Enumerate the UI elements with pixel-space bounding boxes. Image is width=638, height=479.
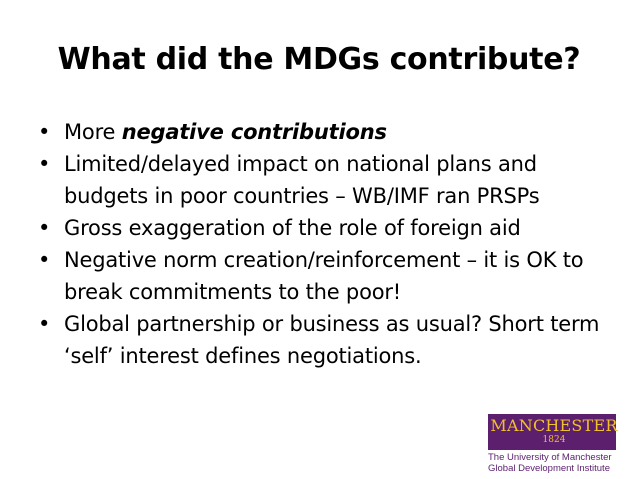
bullet-text: Global partnership or business as usual? Short term ‘self’ interest defines negotiations.	[64, 312, 600, 368]
logo-wordmark: MANCHESTER	[490, 416, 618, 435]
bullet-marker: •	[38, 216, 51, 240]
bullet-marker: •	[38, 152, 51, 176]
bullet-item	[36, 212, 616, 244]
logo-wordmark-box	[488, 414, 616, 450]
bullet-text: Gross exaggeration of the role of foreign aid	[64, 216, 521, 240]
slide-title: What did the MDGs contribute?	[57, 42, 581, 77]
logo-year: 1824	[542, 435, 566, 445]
bullet-marker: •	[38, 312, 51, 336]
bullet-marker: •	[38, 120, 51, 144]
bullet-marker: •	[38, 248, 51, 272]
logo-university-name: The University of Manchester	[488, 452, 612, 463]
bullet-item	[36, 244, 616, 308]
bullet-item	[36, 308, 616, 372]
logo-institute-name: Global Development Institute	[488, 463, 610, 474]
bullet-list	[36, 116, 616, 372]
university-logo	[486, 414, 620, 474]
bullet-text: More	[64, 120, 122, 144]
bullet-item	[36, 148, 616, 212]
bullet-emphasis: negative contributions	[121, 120, 387, 144]
bullet-text: Limited/delayed impact on national plans and budgets in poor countries – WB/IMF ran PRSPs	[64, 152, 540, 208]
bullet-text: Negative norm creation/reinforcement – it is OK to break commitments to the poor!	[64, 248, 584, 304]
bullet-item	[36, 116, 616, 148]
